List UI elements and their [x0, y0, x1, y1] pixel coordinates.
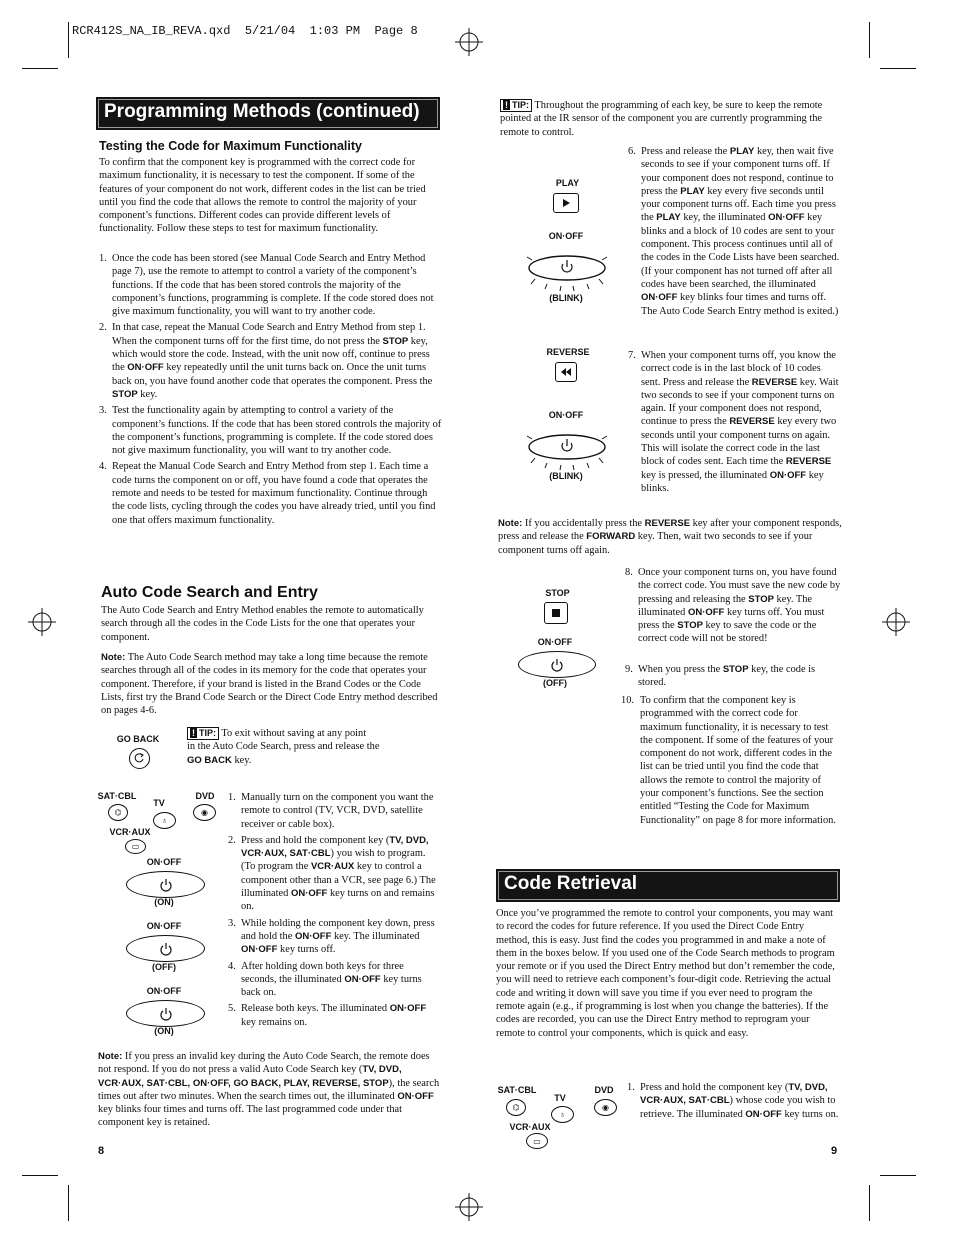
auto-code-intro: The Auto Code Search and Entry Method enables the remote to automatically search through all the codes in the Code Lists for the one that operates your component. [101, 605, 424, 643]
note-text: The Auto Code Search method may take a long time because the remote searches through all of the codes in its memory for the code that operates your component. Therefore, if your brand is listed in the Brand Codes or the Code Lists, first try the Brand Code Search or the Direct Code Entry method described on pages 4-6. [101, 652, 438, 717]
step-item [628, 349, 842, 495]
auto-step [228, 791, 441, 831]
step-number: 8. [625, 567, 633, 578]
tv-label: TV [554, 1093, 566, 1103]
go-back-icon [134, 753, 145, 764]
step-text: Once the code has been stored (see Manual Code Search and Entry Method page 7), use the remote to attempt to control a variety of the component’s functions. If the code that has been stored controls the majority of the component’s functions, programming is complete. If the code stored does not give maximum functionality, you will want to try another code. [112, 253, 434, 318]
dvd-label: DVD [594, 1085, 614, 1095]
step-number: 1. [228, 792, 236, 803]
on-off-button[interactable] [126, 1000, 205, 1027]
crop-mark [22, 1175, 58, 1176]
retrieval-step-1 [627, 1081, 839, 1124]
stop-icon [551, 608, 561, 618]
step-number: 4. [99, 461, 107, 473]
on-off-button[interactable] [126, 871, 205, 898]
step-text: Test the functionality again by attempting to control a variety of the component’s functions. If the code that has been stored controls the majority of the component’s functions, programming is complete. If the code stored does not give maximum functionality, you will want to try another code. [112, 405, 442, 457]
sat-cbl-label: SAT·CBL [497, 1085, 537, 1095]
step-text: When you press the STOP key, the code is stored. [638, 664, 816, 689]
play-icon [561, 198, 571, 208]
step-item [627, 1081, 839, 1121]
sat-cbl-label: SAT·CBL [97, 791, 137, 801]
registration-mark-top [455, 28, 483, 56]
step-text: Release both keys. The illuminated ON·OFF key remains on. [241, 1003, 427, 1028]
blinking-on-off-button[interactable] [525, 424, 609, 470]
power-icon [550, 658, 564, 672]
step-text: Press and hold the component key (TV, DVD, VCR·AUX, SAT·CBL) whose code you wish to retrieve. The illuminated ON·OFF key turns on. [640, 1082, 839, 1120]
step-number: 3. [228, 917, 236, 929]
section-banner-code-retrieval: Code Retrieval [496, 869, 840, 902]
step-number: 1. [627, 1082, 635, 1093]
testing-steps-list [99, 252, 442, 530]
stop-label: STOP [545, 588, 570, 598]
step-text: While holding the component key down, press and hold the ON·OFF key. The illuminated ON·OFF key turns off. [241, 917, 435, 956]
tip-go-back: ! TIP: To exit without saving at any point in the Auto Code Search, press and release the GO BACK key. [187, 728, 380, 766]
reverse-label: REVERSE [546, 347, 590, 357]
tv-label: TV [153, 798, 165, 808]
crop-mark [869, 22, 870, 58]
crop-mark [68, 1185, 69, 1221]
step-number: 2. [99, 322, 107, 334]
step-item [625, 663, 842, 690]
step-10 [621, 694, 842, 830]
on-off-label: ON·OFF [548, 231, 584, 241]
step-7 [628, 349, 842, 498]
step-number: 2. [228, 834, 236, 846]
power-icon [159, 878, 173, 892]
step-8 [625, 566, 842, 649]
registration-mark-right [882, 608, 910, 636]
auto-code-heading: Auto Code Search and Entry [101, 584, 318, 601]
auto-code-note [101, 651, 441, 717]
reverse-icon [560, 367, 572, 377]
tip-badge: ! TIP: [187, 727, 219, 740]
go-back-button[interactable] [129, 748, 150, 769]
step-text: Press and release the PLAY key, then wait five seconds to see if your component turns off. If your component does not respond, continue to press the PLAY key every five seconds until your component turns off. Each time you press the PLAY key, the illuminated ON·OFF key blinks and a block of 10 codes are sent to your component. This process continues until all of the codes in the Code Lists have been searched. (If your component has not turned off after all codes have been searched, the illuminated ON·OFF key blinks four times and turns off. The Auto Code Search Entry method is exited.) [641, 146, 840, 317]
registration-mark-left [28, 608, 56, 636]
step-number: 3. [99, 405, 107, 417]
on-off-label: ON·OFF [537, 637, 573, 647]
stop-button[interactable] [544, 602, 568, 624]
code-retrieval-text: Once you’ve programmed the remote to control your components, you may want to record the codes for future reference. If you used the Direct Code Entry method, this is easy. Just find the codes you programmed in and make a note of them in the boxes below. If you used one of the Code Search methods to program your remote or if you used the Direct Entry method but don’t remember the code, you will need to retrieve each component’s four-digit code. Retrieving the actual code and writing it down will save you time if you ever need to program the remote again (e.g., if programming is lost when you change the batteries). If the codes are recorded, you can use the Direct Entry method to reprogram your remote to control your components, which is quick and easy. [496, 908, 835, 1039]
testing-step [99, 321, 442, 401]
go-back-label: GO BACK [116, 734, 160, 744]
bottom-note: Note: If you press an invalid key during the Auto Code Search, the remote does not respond. If you do not press a valid Auto Code Search key (TV, DVD, VCR·AUX, SAT·CBL, ON·OFF, GO BACK, PLAY, REVERSE, STOP), the search times out after two minutes. When the search times out, the illuminated ON·OFF key blinks four times and turns off. The last programmed code under that component key is retained. [98, 1051, 440, 1129]
step-text: To confirm that the component key is programmed with the correct code for maximum functionality, it is necessary to test the component. If some of the features of your component do not work, different codes in the list can be tried until you find the code that allows the remote to control the majority of your component’s functions. See the section entitled “Testing the Code for Maximum Functionality” on page 8 for more information. [640, 695, 836, 826]
file-slug: RCR412S_NA_IB_REVA.qxd 5/21/04 1:03 PM Page 8 [72, 24, 418, 38]
dvd-button[interactable]: ◉ [594, 1099, 617, 1116]
crop-mark [880, 68, 916, 69]
section-banner-programming: Programming Methods (continued) [96, 97, 440, 130]
step-text: In that case, repeat the Manual Code Search and Entry Method from step 1. When the component turns off for the first time, do not press the STOP key, which would store the code. Instead, with the unit now off, continue to press the ON·OFF key repeatedly until the unit turns back on. Once the unit turns back on, you have found another code that operates the component. Press the STOP key. [112, 322, 433, 400]
on-state-label: (ON) [154, 897, 174, 907]
testing-step [99, 460, 442, 526]
play-button[interactable] [553, 193, 579, 213]
sat-cbl-button[interactable]: ⌬ [108, 804, 128, 821]
on-off-label: ON·OFF [146, 921, 182, 931]
page-number-right: 9 [831, 1145, 838, 1157]
crop-mark [22, 68, 58, 69]
step-number: 4. [228, 960, 236, 972]
testing-intro: To confirm that the component key is programmed with the correct code for maximum functionality, it is necessary to test the component. If some of the features of your component do not work, different codes in the list can be tried until you find the code that allows the remote to control the majority of your component’s functions. Different codes can provide different levels of functionality. Follow these steps to test for maximum functionality. [99, 157, 426, 235]
blink-label: (BLINK) [549, 293, 583, 303]
off-state-label: (OFF) [152, 962, 176, 972]
note-label: Note: [101, 652, 126, 663]
step-text: Repeat the Manual Code Search and Entry Method from step 1. Each time a code turns the component on or off, you have found a code that operates the remote and needs to be tested for maximum functionality. Continue through the code lists, cycling through the codes you have already tried, until you find one that offers maximum functionality. [112, 461, 436, 526]
auto-steps-list [228, 791, 441, 1032]
auto-step [228, 960, 441, 1000]
play-label: PLAY [555, 178, 580, 188]
on-off-label: ON·OFF [548, 410, 584, 420]
on-off-label: ON·OFF [146, 857, 182, 867]
sat-cbl-button[interactable]: ⌬ [506, 1099, 526, 1116]
testing-step [99, 252, 442, 318]
step-text: Press and hold the component key (TV, DVD, VCR·AUX, SAT·CBL) you wish to program. (To program the VCR·AUX key to control a component other than a VCR, see page 6.) The illuminated ON·OFF key turns on and remains on. [241, 834, 436, 913]
tip-badge: ! TIP: [500, 99, 532, 112]
tv-button[interactable]: ♁ [551, 1106, 574, 1123]
blinking-on-off-button[interactable] [525, 245, 609, 291]
power-icon [159, 1007, 173, 1021]
page-number-left: 8 [98, 1145, 105, 1157]
step-number: 1. [99, 253, 107, 264]
crop-mark [869, 1185, 870, 1221]
testing-step [99, 404, 442, 457]
top-tip: ! TIP: Throughout the programming of each key, be sure to keep the remote pointed at the IR sensor of the component you are currently programming the remote to control. [500, 100, 823, 138]
vcr-aux-button[interactable]: ▭ [526, 1133, 548, 1149]
on-off-button[interactable] [518, 651, 596, 678]
dvd-label: DVD [195, 791, 215, 801]
reverse-button[interactable] [555, 362, 577, 382]
dvd-button[interactable]: ◉ [193, 804, 216, 821]
auto-step [228, 1002, 441, 1029]
step-text: After holding down both keys for three seconds, the illuminated ON·OFF key turns back on. [241, 960, 422, 999]
step-6 [628, 145, 842, 321]
forward-note: Note: If you accidentally press the REVERSE key after your component responds, press and release the FORWARD key. Then, wait two seconds to see if your component turns off again. [498, 518, 842, 556]
step-number: 9. [625, 664, 633, 675]
on-state-label: (ON) [154, 1026, 174, 1036]
vcr-aux-label: VCR·AUX [109, 827, 151, 837]
step-9 [625, 663, 842, 693]
step-item [625, 566, 842, 646]
step-number: 6. [628, 146, 636, 157]
off-state-label: (OFF) [543, 678, 567, 688]
registration-mark-bottom [455, 1193, 483, 1221]
power-icon [159, 942, 173, 956]
crop-mark [880, 1175, 916, 1176]
crop-mark [68, 22, 69, 58]
blink-label: (BLINK) [549, 471, 583, 481]
step-text: Once your component turns on, you have found the correct code. You must save the new code by pressing and releasing the STOP key. The illuminated ON·OFF key turns off. You must press the STOP key to save the code or the correct code will not be stored! [638, 567, 841, 645]
step-text: When your component turns off, you know the correct code is in the last block of 10 codes sent. Press and release the REVERSE key. Wait two seconds to see if your component turns on again. If your component does not respond, continue to press the REVERSE key every two seconds until your component turns on again. This will isolate the correct code in the last block of codes sent. Each time the REVERSE key is pressed, the illuminated ON·OFF key blinks. [641, 350, 839, 494]
step-number: 7. [628, 350, 636, 361]
vcr-aux-button[interactable]: ▭ [125, 839, 146, 854]
auto-step [228, 917, 441, 957]
on-off-label: ON·OFF [146, 986, 182, 996]
testing-heading: Testing the Code for Maximum Functionality [99, 139, 362, 153]
auto-step [228, 834, 441, 914]
step-text: Manually turn on the component you want the remote to control (TV, VCR, DVD, satellite receiver or cable box). [241, 792, 434, 830]
step-number: 5. [228, 1003, 236, 1015]
step-item [628, 145, 842, 318]
tv-button[interactable]: ♁ [153, 812, 176, 829]
step-item [621, 694, 842, 827]
vcr-aux-label: VCR·AUX [509, 1122, 551, 1132]
on-off-button[interactable] [126, 935, 205, 962]
step-number: 10. [621, 695, 634, 706]
